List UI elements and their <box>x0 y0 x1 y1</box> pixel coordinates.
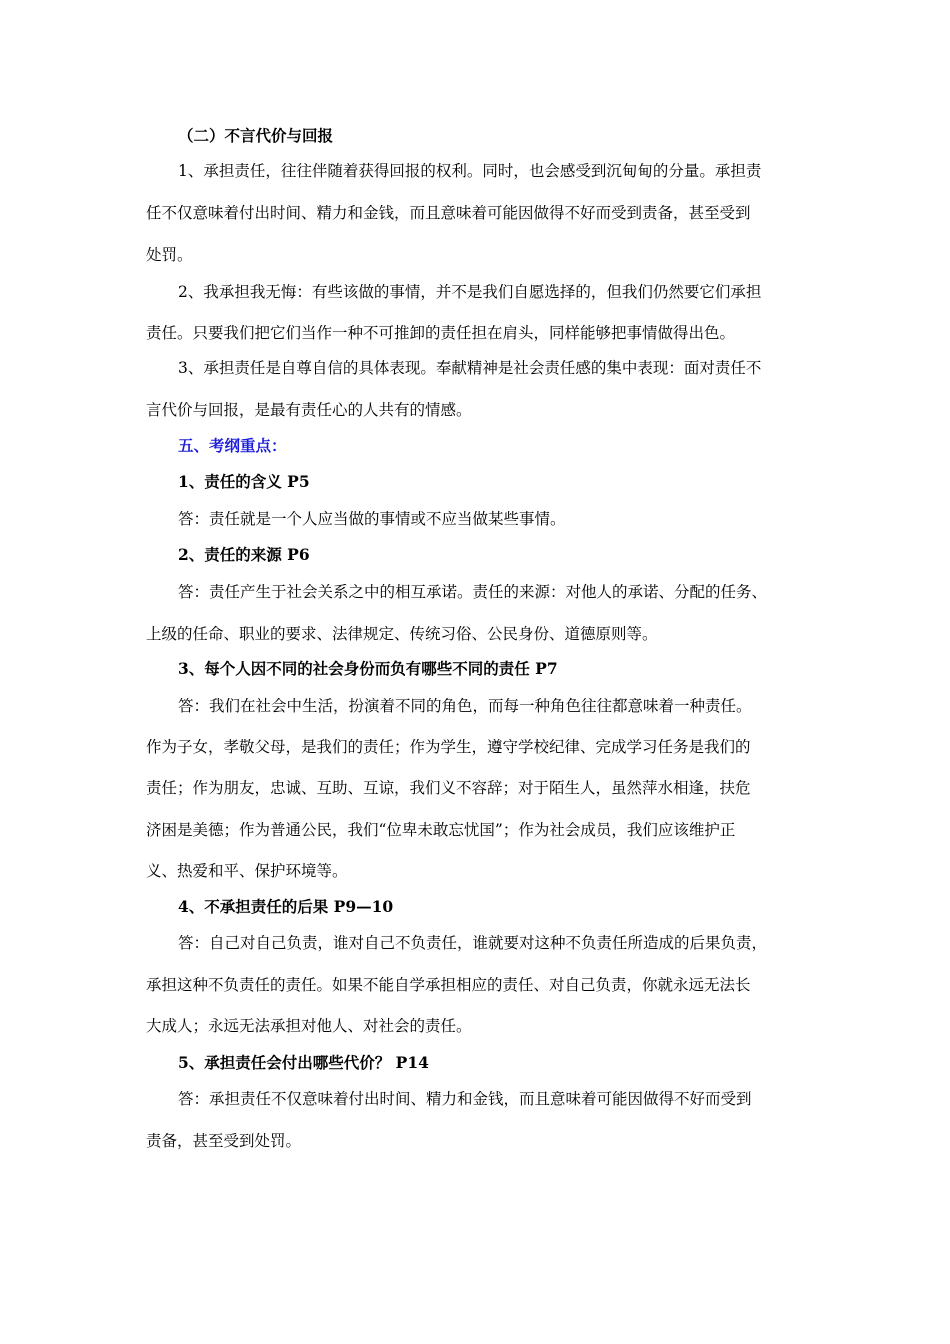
question-heading: 5、承担责任会付出哪些代价？ P14 <box>178 1053 429 1072</box>
question-heading: 4、不承担责任的后果 P9—10 <box>178 897 394 916</box>
answer-line: 答：自己对自己负责，谁对自己不负责任，谁就要对这种不负责任所造成的后果负责， <box>178 934 768 952</box>
answer-line: 责备，甚至受到处罚。 <box>146 1132 302 1150</box>
question-heading: 3、每个人因不同的社会身份而负有哪些不同的责任 P7 <box>178 659 558 678</box>
answer-line: 济困是美德；作为普通公民，我们“位卑未敢忘忧国”；作为社会成员，我们应该维护正 <box>146 821 736 839</box>
paragraph-line: 责任。只要我们把它们当作一种不可推卸的责任担在肩头，同样能够把事情做得出色。 <box>146 324 736 342</box>
section-heading-5: 五、考纲重点： <box>178 436 287 455</box>
paragraph-line: 2、我承担我无悔：有些该做的事情，并不是我们自愿选择的，但我们仍然要它们承担 <box>178 283 762 301</box>
answer-line: 承担这种不负责任的责任。如果不能自学承担相应的责任、对自己负责，你就永远无法长 <box>146 976 751 994</box>
answer-line: 大成人；永远无法承担对他人、对社会的责任。 <box>146 1017 472 1035</box>
answer-line: 答：责任就是一个人应当做的事情或不应当做某些事情。 <box>178 510 566 528</box>
answer-line: 作为子女，孝敬父母，是我们的责任；作为学生，遵守学校纪律、完成学习任务是我们的 <box>146 738 751 756</box>
answer-line: 责任；作为朋友，忠诚、互助、互谅，我们义不容辞；对于陌生人，虽然萍水相逢，扶危 <box>146 779 751 797</box>
paragraph-line: 3、承担责任是自尊自信的具体表现。奉献精神是社会责任感的集中表现：面对责任不 <box>178 359 762 377</box>
answer-line: 上级的任命、职业的要求、法律规定、传统习俗、公民身份、道德原则等。 <box>146 625 658 643</box>
paragraph-line: 处罚。 <box>146 246 193 264</box>
paragraph-line: 任不仅意味着付出时间、精力和金钱，而且意味着可能因做得不好而受到责备，甚至受到 <box>146 204 751 222</box>
question-heading: 1、责任的含义 P5 <box>178 472 310 491</box>
section-heading-2: （二）不言代价与回报 <box>178 126 334 145</box>
answer-line: 义、热爱和平、保护环境等。 <box>146 862 348 880</box>
answer-line: 答：我们在社会中生活，扮演着不同的角色，而每一种角色往往都意味着一种责任。 <box>178 697 752 715</box>
answer-line: 答：责任产生于社会关系之中的相互承诺。责任的来源：对他人的承诺、分配的任务、 <box>178 583 768 601</box>
answer-line: 答：承担责任不仅意味着付出时间、精力和金钱，而且意味着可能因做得不好而受到 <box>178 1090 752 1108</box>
paragraph-line: 1、承担责任，往往伴随着获得回报的权利。同时，也会感受到沉甸甸的分量。承担责 <box>178 162 762 180</box>
question-heading: 2、责任的来源 P6 <box>178 545 310 564</box>
paragraph-line: 言代价与回报，是最有责任心的人共有的情感。 <box>146 401 472 419</box>
